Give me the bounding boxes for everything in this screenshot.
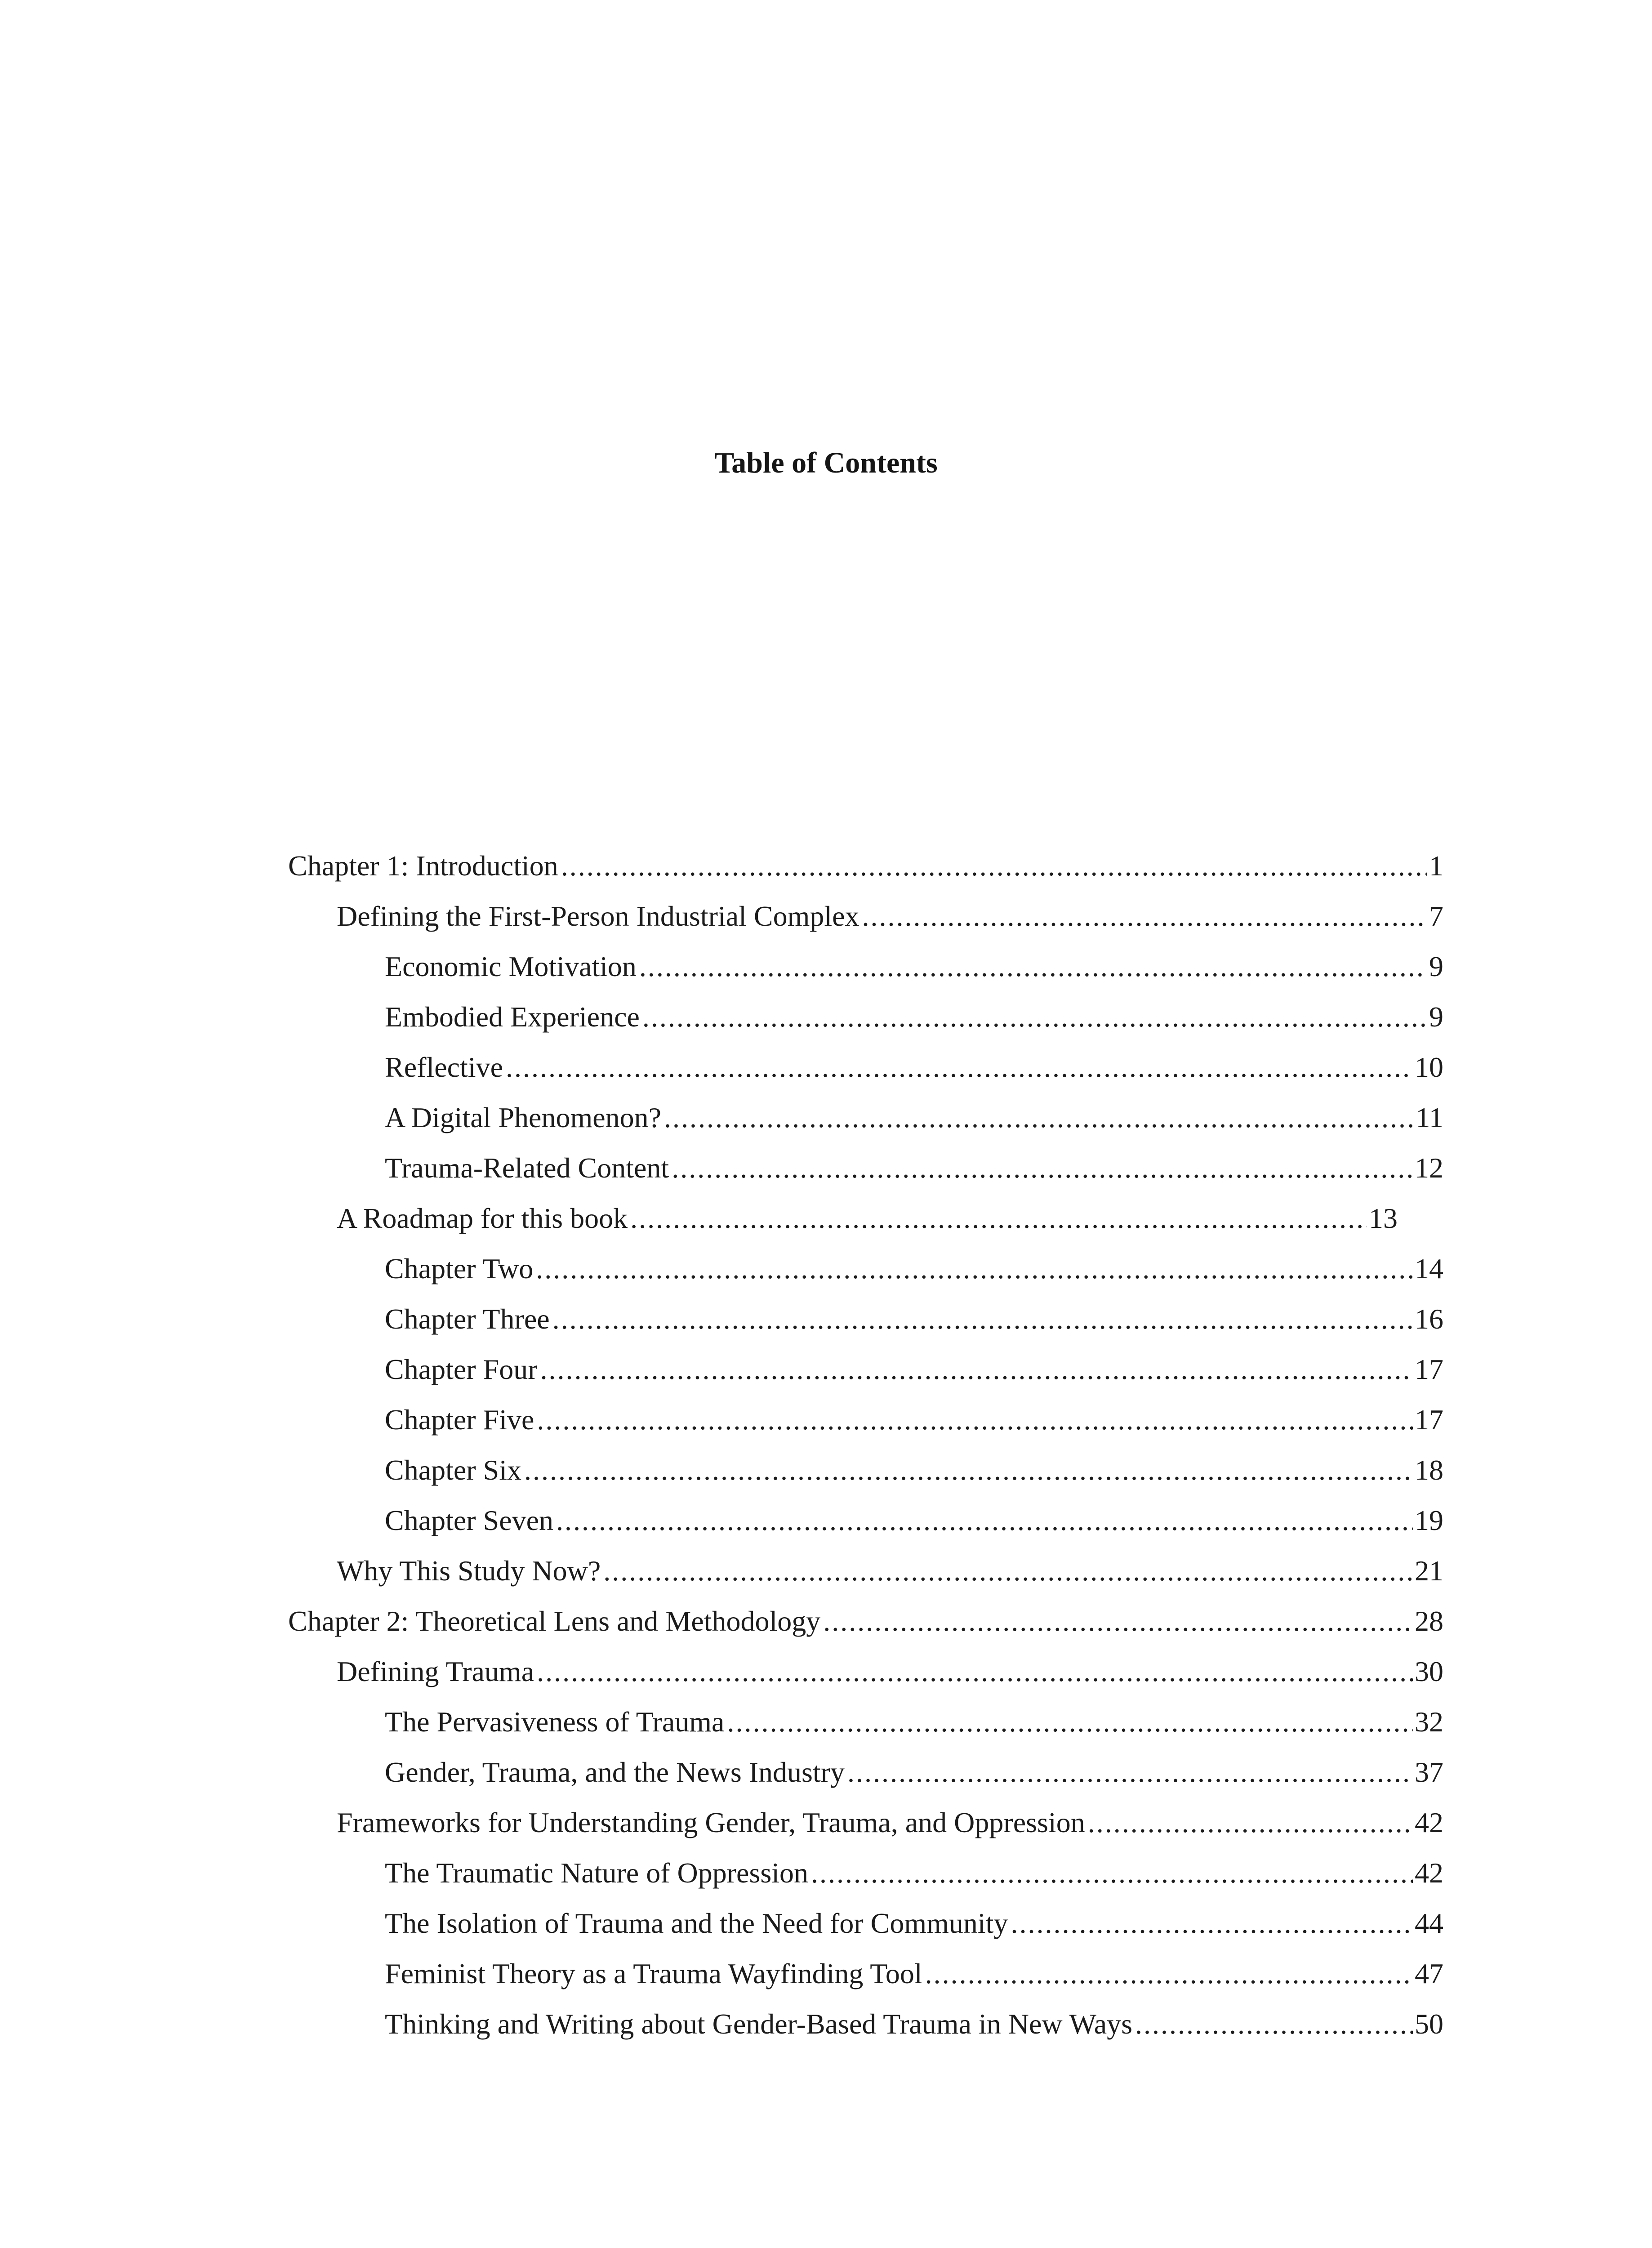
dot-leader <box>506 1042 1413 1093</box>
dot-leader <box>524 1445 1413 1495</box>
toc-page-number: 1 <box>1429 850 1443 882</box>
toc-entry-chapter-seven[interactable] <box>288 1495 1443 1546</box>
toc-page-number: 28 <box>1415 1605 1443 1637</box>
toc-entry-thinking-and-writing[interactable] <box>288 1999 1443 2049</box>
toc-page-number: 21 <box>1415 1555 1443 1587</box>
dot-leader <box>536 1244 1413 1294</box>
toc-entry-defining-trauma[interactable] <box>288 1646 1443 1697</box>
toc-entry-label: Embodied Experience <box>385 1001 640 1033</box>
toc-page-number: 50 <box>1415 2008 1443 2040</box>
dot-leader <box>727 1697 1413 1747</box>
toc-entry-embodied-experience[interactable] <box>288 992 1443 1042</box>
dot-leader <box>1011 1898 1413 1949</box>
toc-entry-gender-trauma-news-industry[interactable] <box>288 1747 1443 1798</box>
toc-entry-label: Economic Motivation <box>385 950 637 982</box>
toc-entry-isolation-of-trauma[interactable] <box>288 1898 1443 1949</box>
toc-page-number: 9 <box>1429 950 1443 982</box>
toc-entry-label: Reflective <box>385 1051 503 1083</box>
toc-entry-label: Chapter 2: Theoretical Lens and Methodology <box>288 1605 821 1637</box>
toc-entry-label: Chapter Five <box>385 1404 534 1436</box>
toc-entry-label: The Pervasiveness of Trauma <box>385 1706 725 1738</box>
dot-leader <box>561 841 1427 891</box>
toc-entry-label: Trauma-Related Content <box>385 1152 669 1184</box>
toc-entry-label: Defining the First-Person Industrial Complex <box>337 900 859 932</box>
toc-list <box>288 841 1443 2049</box>
toc-entry-traumatic-nature-of-oppression[interactable] <box>288 1848 1443 1898</box>
toc-page-number: 7 <box>1429 900 1443 932</box>
toc-page-number: 18 <box>1415 1454 1443 1486</box>
dot-leader <box>537 1646 1413 1697</box>
toc-entry-label: The Isolation of Trauma and the Need for Community <box>385 1907 1008 1939</box>
dot-leader <box>540 1344 1413 1395</box>
toc-entry-why-this-study-now[interactable] <box>288 1546 1443 1596</box>
toc-page-number: 32 <box>1415 1706 1443 1738</box>
dot-leader <box>672 1143 1413 1193</box>
toc-entry-label: Gender, Trauma, and the News Industry <box>385 1756 845 1788</box>
dot-leader <box>1088 1798 1413 1848</box>
toc-page-number: 17 <box>1415 1353 1443 1385</box>
toc-entry-pervasiveness-of-trauma[interactable] <box>288 1697 1443 1747</box>
toc-entry-chapter-four[interactable] <box>288 1344 1443 1395</box>
toc-page-number: 42 <box>1415 1806 1443 1838</box>
toc-page-number: 42 <box>1415 1857 1443 1889</box>
toc-page-number: 12 <box>1415 1152 1443 1184</box>
toc-entry-label: Chapter Two <box>385 1253 534 1285</box>
toc-page-number: 10 <box>1415 1051 1443 1083</box>
toc-entry-label: A Digital Phenomenon? <box>385 1102 662 1133</box>
toc-entry-feminist-theory[interactable] <box>288 1949 1443 1999</box>
toc-page-number: 37 <box>1415 1756 1443 1788</box>
toc-entry-defining-first-person-industrial-complex[interactable] <box>288 891 1443 941</box>
toc-entry-chapter-1[interactable] <box>288 841 1443 891</box>
toc-entry-label: A Roadmap for this book <box>337 1202 628 1234</box>
toc-entry-trauma-related-content[interactable] <box>288 1143 1443 1193</box>
dot-leader <box>823 1596 1413 1646</box>
dot-leader <box>639 941 1427 992</box>
toc-page-number: 47 <box>1415 1958 1443 1989</box>
dot-leader <box>811 1848 1413 1898</box>
toc-entry-label: Why This Study Now? <box>337 1555 601 1587</box>
dot-leader <box>1135 1999 1413 2049</box>
toc-page-number: 11 <box>1416 1102 1443 1133</box>
toc-entry-label: Chapter Six <box>385 1454 521 1486</box>
dot-leader <box>862 891 1427 941</box>
toc-entry-label: Feminist Theory as a Trauma Wayfinding Tool <box>385 1958 922 1989</box>
toc-page-number: 9 <box>1429 1001 1443 1033</box>
toc-page-number: 44 <box>1415 1907 1443 1939</box>
dot-leader <box>642 992 1427 1042</box>
dot-leader <box>537 1395 1413 1445</box>
toc-entry-chapter-five[interactable] <box>288 1395 1443 1445</box>
dot-leader <box>630 1193 1367 1244</box>
dot-leader <box>556 1495 1413 1546</box>
toc-entry-chapter-three[interactable] <box>288 1294 1443 1344</box>
toc-entry-label: Thinking and Writing about Gender-Based Trauma in New Ways <box>385 2008 1133 2040</box>
toc-entry-digital-phenomenon[interactable] <box>288 1093 1443 1143</box>
toc-entry-label: Chapter 1: Introduction <box>288 850 558 882</box>
toc-entry-label: The Traumatic Nature of Oppression <box>385 1857 809 1889</box>
dot-leader <box>925 1949 1413 1999</box>
toc-entry-label: Chapter Four <box>385 1353 538 1385</box>
toc-entry-label: Chapter Seven <box>385 1504 553 1536</box>
toc-page-number: 19 <box>1415 1504 1443 1536</box>
toc-entry-chapter-six[interactable] <box>288 1445 1443 1495</box>
toc-entry-frameworks[interactable] <box>288 1798 1443 1848</box>
toc-entry-chapter-two[interactable] <box>288 1244 1443 1294</box>
toc-page-number: 16 <box>1415 1303 1443 1335</box>
toc-entry-roadmap[interactable] <box>288 1193 1398 1244</box>
toc-entry-label: Defining Trauma <box>337 1655 534 1687</box>
toc-entry-label: Chapter Three <box>385 1303 550 1335</box>
toc-entry-reflective[interactable] <box>288 1042 1443 1093</box>
dot-leader <box>603 1546 1413 1596</box>
dot-leader <box>552 1294 1413 1344</box>
toc-entry-chapter-2[interactable] <box>288 1596 1443 1646</box>
dot-leader <box>664 1093 1414 1143</box>
dot-leader <box>847 1747 1413 1798</box>
toc-page-number: 17 <box>1415 1404 1443 1436</box>
toc-page-number: 30 <box>1415 1655 1443 1687</box>
toc-entry-economic-motivation[interactable] <box>288 941 1443 992</box>
toc-page-number: 14 <box>1415 1253 1443 1285</box>
toc-page-number: 13 <box>1369 1202 1398 1234</box>
page-title: Table of Contents <box>714 446 938 479</box>
toc-entry-label: Frameworks for Understanding Gender, Trauma, and Oppression <box>337 1806 1085 1838</box>
